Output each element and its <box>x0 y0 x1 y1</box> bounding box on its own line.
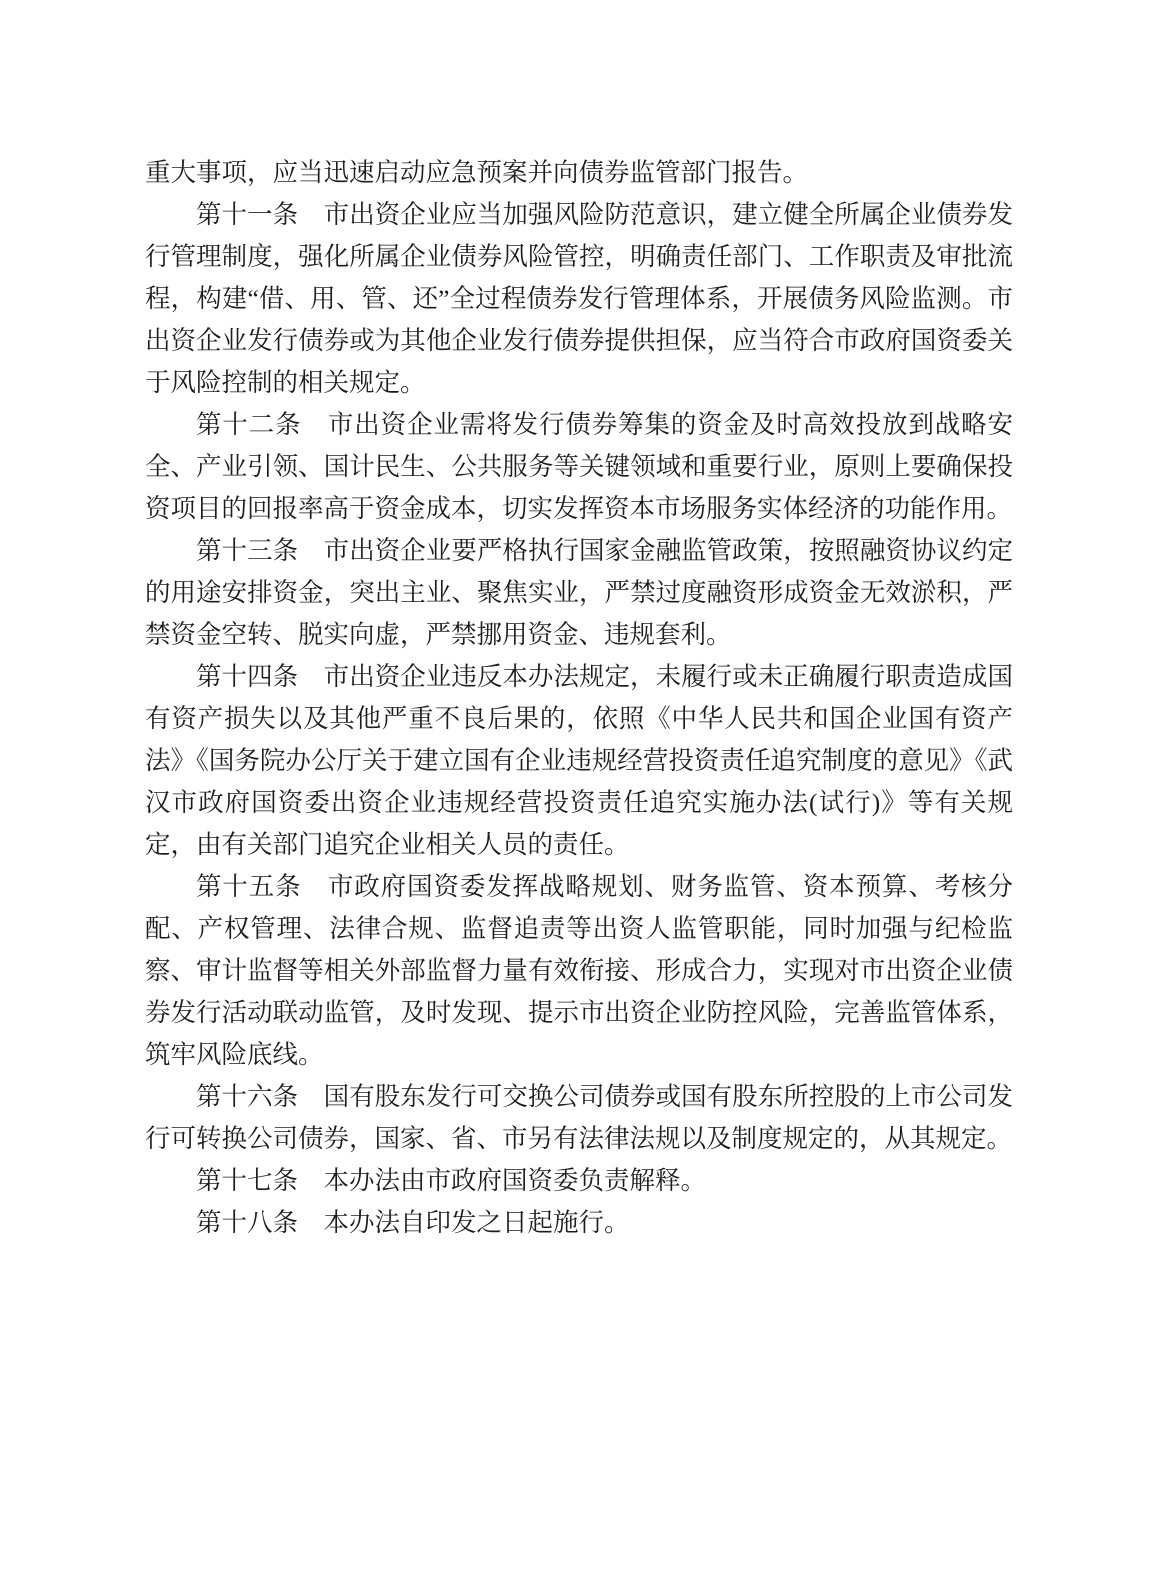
paragraph-article-15 <box>145 866 1013 1076</box>
article-text: 本办法自印发之日起施行。 <box>323 1208 630 1237</box>
article-text: 市出资企业需将发行债券筹集的资金及时高效投放到战略安全、产业引领、国计民生、公共服务等关键领域和重要行业，原则上要确保投资项目的回报率高于资金成本，切实发挥资本市场服务实体经济的功能作用。 <box>145 410 1013 523</box>
article-text: 市出资企业违反本办法规定，未履行或未正确履行职责造成国有资产损失以及其他严重不良后果的，依照《中华人民共和国企业国有资产法》《国务院办公厅关于建立国有企业违规经营投资责任追究制度的意见》《武汉市政府国资委出资企业违规经营投资责任追究实施办法(试行)》等有关规定，由有关部门追究企业相关人员的责任。 <box>145 662 1013 859</box>
article-text: 本办法由市政府国资委负责解释。 <box>323 1166 707 1195</box>
paragraph-article-14 <box>145 656 1013 866</box>
paragraph-article-11 <box>145 194 1013 404</box>
article-number: 第十八条 <box>196 1208 324 1237</box>
article-number: 第十一条 <box>196 200 324 229</box>
article-text: 重大事项，应当迅速启动应急预案并向债券监管部门报告。 <box>145 158 809 187</box>
paragraph-article-16 <box>145 1076 1013 1160</box>
document-text-block <box>145 152 1013 1244</box>
paragraph-article-18 <box>145 1202 1013 1244</box>
article-number: 第十四条 <box>196 662 324 691</box>
article-text: 市政府国资委发挥战略规划、财务监管、资本预算、考核分配、产权管理、法律合规、监督追责等出资人监管职能，同时加强与纪检监察、审计监督等相关外部监督力量有效衔接、形成合力，实现对市出资企业债券发行活动联动监管，及时发现、提示市出资企业防控风险，完善监管体系，筑牢风险底线。 <box>145 872 1013 1069</box>
article-text: 市出资企业应当加强风险防范意识，建立健全所属企业债券发行管理制度，强化所属企业债券风险管控，明确责任部门、工作职责及审批流程，构建“借、用、管、还”全过程债券发行管理体系，开展债务风险监测。市出资企业发行债券或为其他企业发行债券提供担保，应当符合市政府国资委关于风险控制的相关规定。 <box>145 200 1013 397</box>
article-number: 第十二条 <box>196 410 328 439</box>
article-number: 第十六条 <box>196 1082 324 1111</box>
paragraph-article-12 <box>145 404 1013 530</box>
article-text: 国有股东发行可交换公司债券或国有股东所控股的上市公司发行可转换公司债券，国家、省、市另有法律法规以及制度规定的，从其规定。 <box>145 1082 1013 1153</box>
article-number: 第十三条 <box>196 536 324 565</box>
paragraph-article-17 <box>145 1160 1013 1202</box>
paragraph-continuation <box>145 152 1013 194</box>
article-number: 第十七条 <box>196 1166 324 1195</box>
paragraph-article-13 <box>145 530 1013 656</box>
article-text: 市出资企业要严格执行国家金融监管政策，按照融资协议约定的用途安排资金，突出主业、聚焦实业，严禁过度融资形成资金无效淤积，严禁资金空转、脱实向虚，严禁挪用资金、违规套利。 <box>145 536 1013 649</box>
article-number: 第十五条 <box>196 872 328 901</box>
